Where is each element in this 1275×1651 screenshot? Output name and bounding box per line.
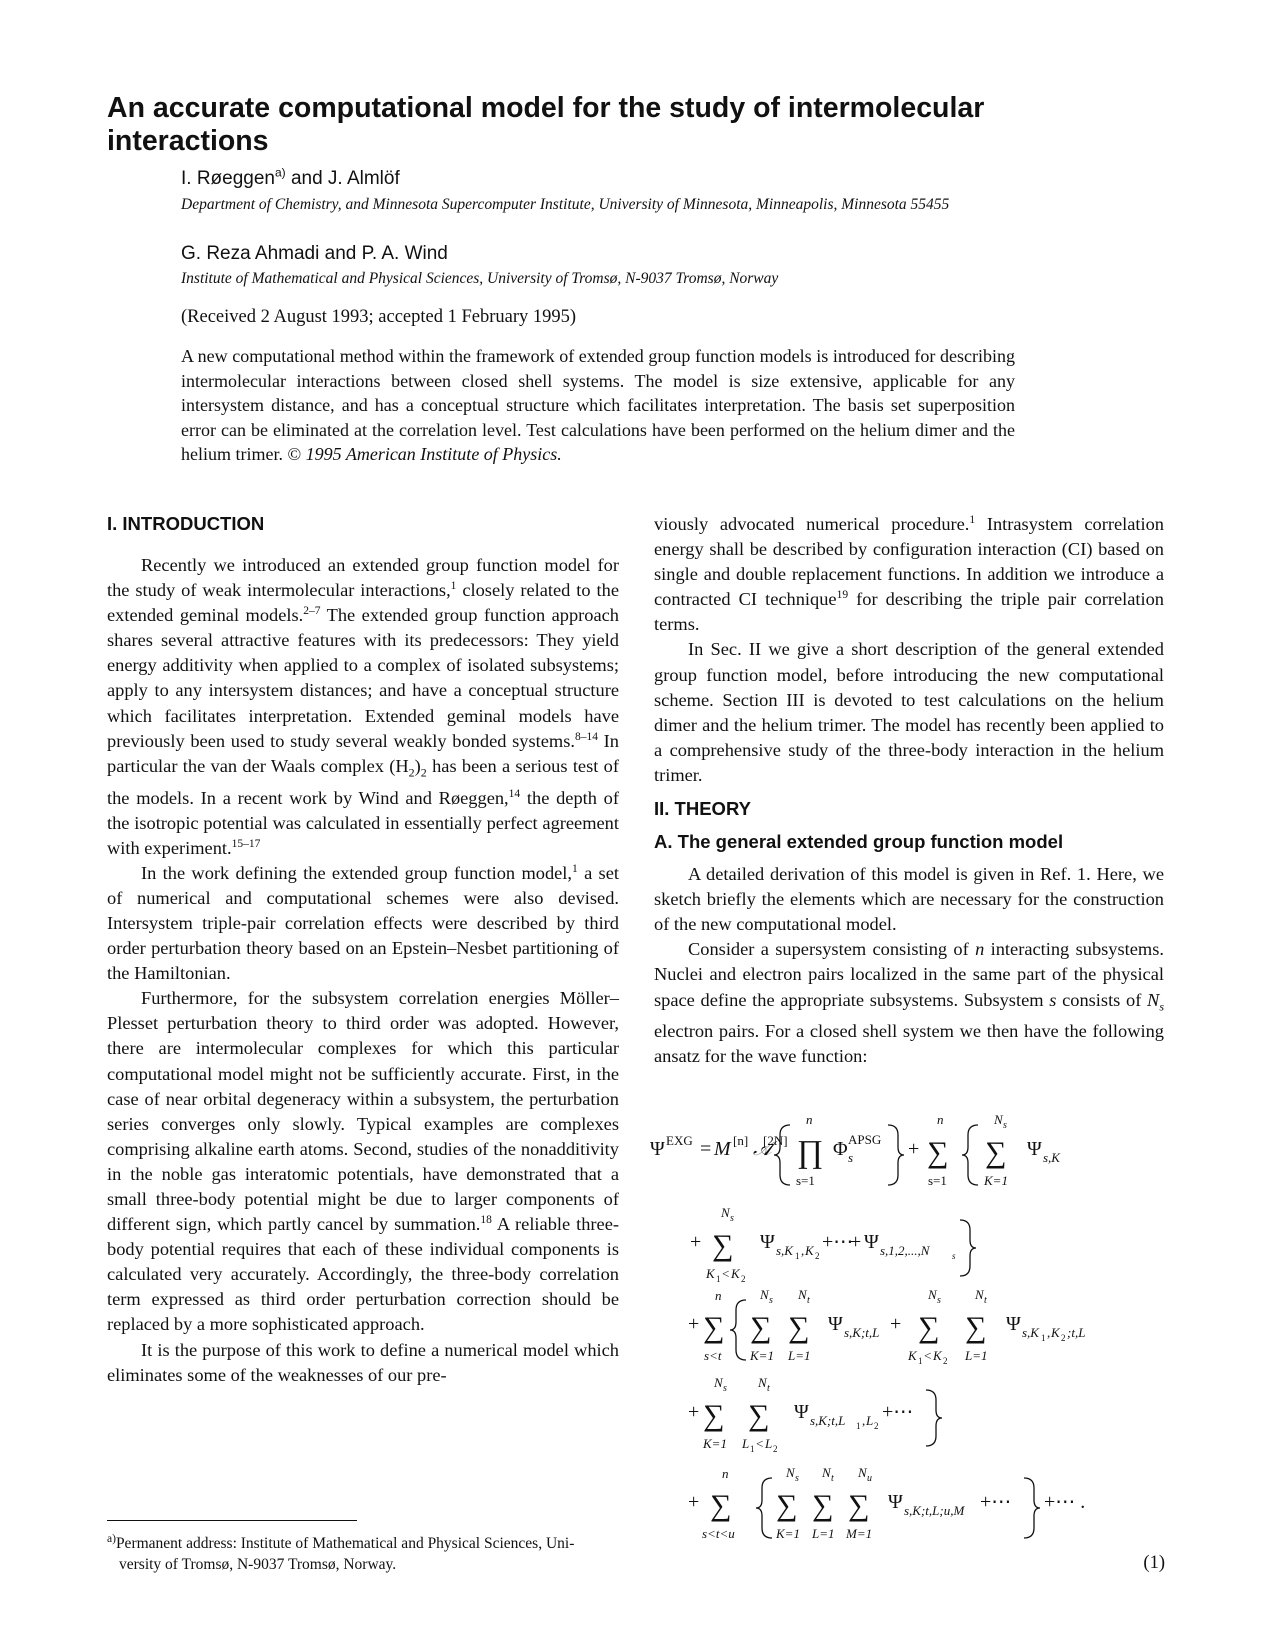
svg-text:<: < (924, 1348, 932, 1363)
svg-text:L=1: L=1 (965, 1348, 988, 1363)
svg-text:2: 2 (943, 1356, 948, 1366)
svg-text:s: s (730, 1213, 734, 1224)
svg-text:K=1: K=1 (750, 1348, 774, 1363)
svg-text:s,K;t,L;u,M: s,K;t,L;u,M (904, 1503, 965, 1518)
svg-text:+⋯: +⋯ (822, 1231, 854, 1253)
svg-text:s<t<u: s<t<u (702, 1526, 735, 1540)
svg-text:M: M (714, 1138, 731, 1160)
sum-symbol: ∑ (703, 1399, 725, 1432)
sum-symbol: ∑ (848, 1489, 870, 1522)
equation-line-5 (688, 1465, 1085, 1540)
svg-text:s: s (937, 1295, 941, 1306)
svg-text:L: L (742, 1436, 750, 1451)
svg-text:N: N (858, 1465, 867, 1480)
svg-text:K: K (805, 1243, 814, 1258)
svg-text:s<t: s<t (704, 1348, 722, 1363)
svg-text:+: + (688, 1491, 700, 1513)
svg-text:[2N]: [2N] (763, 1133, 788, 1148)
svg-text:s,K: s,K (776, 1243, 793, 1258)
svg-text:s,K: s,K (1043, 1150, 1060, 1165)
svg-text:L=1: L=1 (812, 1526, 835, 1540)
left-column (107, 512, 619, 1388)
footnote-line-2: versity of Tromsø, N-9037 Tromsø, Norway. (119, 1556, 397, 1573)
right-paragraph-1: viously advocated numerical procedure.$^1$ Intrasystem correlation energy shall be described by configuration interaction (CI) based on single and double replacement functions. In addition we introduce a contracted CI technique$^{19}$ for describing the triple pair correlation terms. (654, 513, 1164, 635)
svg-text:1: 1 (856, 1421, 861, 1431)
equation-line-1 (650, 1112, 1061, 1188)
svg-text:n: n (715, 1288, 722, 1303)
sum-symbol: ∑ (712, 1229, 734, 1262)
footnote-mark: a) (107, 1532, 116, 1545)
sum-symbol: ∑ (965, 1311, 987, 1344)
sum-symbol: ∑ (812, 1489, 834, 1522)
svg-text:Ψ: Ψ (828, 1313, 843, 1335)
section-heading-theory: II. THEORY (654, 798, 751, 820)
theory-paragraph-1: A detailed derivation of this model is given in Ref. 1. Here, we sketch briefly the elements which are necessary for the construction of the new computational model. (654, 864, 1164, 935)
svg-text:N: N (714, 1375, 723, 1390)
footnote (107, 1533, 619, 1575)
svg-text:K: K (908, 1348, 917, 1363)
svg-text:Ψ: Ψ (794, 1401, 809, 1423)
svg-text:K: K (1051, 1325, 1060, 1340)
equation-1 (650, 1100, 1170, 1540)
abstract-text: A new computational method within the framework of extended group function models is introduced for describing intermolecular interactions between closed shell systems. The model is size extensive, applicable for any intersystem distance, and has a conceptual structure which facilitates interpretation. The basis set superposition error can be eliminated at the correlation level. Test calculations have been performed on the helium dimer and the helium trimer. © (181, 346, 1015, 465)
svg-text:EXG: EXG (666, 1133, 693, 1148)
received-date: (Received 2 August 1993; accepted 1 February 1995) (181, 307, 577, 327)
right-brace (888, 1125, 904, 1185)
svg-text:K=1: K=1 (703, 1436, 727, 1451)
svg-text:[n]: [n] (733, 1133, 749, 1148)
svg-text:Ψ: Ψ (1027, 1138, 1042, 1160)
equation-line-4 (688, 1375, 942, 1454)
svg-text:K: K (706, 1266, 715, 1281)
svg-text:=: = (700, 1138, 712, 1160)
svg-text:s: s (848, 1150, 854, 1165)
abstract (181, 344, 1015, 467)
svg-text:Ψ: Ψ (864, 1231, 879, 1253)
svg-text:1: 1 (750, 1444, 755, 1454)
abstract-copyright: 1995 American Institute of Physics. (305, 444, 562, 465)
svg-text:+⋯: +⋯ (882, 1401, 914, 1423)
svg-text:s: s (723, 1383, 727, 1394)
svg-text:K=1: K=1 (776, 1526, 800, 1540)
svg-text:N: N (994, 1112, 1003, 1127)
product-symbol: ∏ (797, 1133, 824, 1169)
svg-text:+: + (890, 1313, 902, 1335)
svg-text:+: + (690, 1231, 702, 1253)
page-title: An accurate computational model for the study of intermolecular interactions (107, 92, 985, 157)
sum-symbol: ∑ (748, 1399, 770, 1432)
svg-text:,: , (1047, 1325, 1051, 1340)
svg-text:s,1,2,...,N: s,1,2,...,N (880, 1243, 930, 1258)
svg-text:Ψ: Ψ (888, 1491, 903, 1513)
svg-text:t: t (831, 1473, 834, 1484)
svg-text:n: n (937, 1112, 944, 1127)
svg-text:Ψ: Ψ (1006, 1313, 1021, 1335)
psi-exg: Ψ (650, 1138, 665, 1160)
svg-text:s,K: s,K (1022, 1325, 1039, 1340)
svg-text:t: t (807, 1295, 810, 1306)
intro-paragraph-2: In the work defining the extended group function model,$^1$ a set of numerical and computational schemes were also devised. Intersystem triple-pair correlation effects were described by third order perturbation theory based on an Epstein–Nesbet partitioning of the Hamiltonian. (107, 862, 619, 984)
svg-text:Ψ: Ψ (760, 1231, 775, 1253)
sum-symbol: ∑ (703, 1311, 725, 1344)
svg-text:M=1: M=1 (846, 1526, 873, 1540)
svg-text:L: L (866, 1413, 874, 1428)
footnote-line-1: Permanent address: Institute of Mathematical and Physical Sciences, Uni- (115, 1535, 575, 1552)
svg-text:2: 2 (741, 1274, 746, 1284)
svg-text:N: N (975, 1287, 984, 1302)
svg-text:t: t (767, 1383, 770, 1394)
svg-text:1: 1 (795, 1251, 800, 1261)
svg-text:s,K;t,L: s,K;t,L (810, 1413, 846, 1428)
svg-text:+⋯: +⋯ (980, 1491, 1012, 1513)
svg-text:;t,L: ;t,L (1067, 1325, 1086, 1340)
theory-paragraph-2: Consider a supersystem consisting of n interacting subsystems. Nuclei and electron pairs localized in the same part of the physical space define the appropriate subsystems. Subsystem s consists of $N_s$ electron pairs. For a closed shell system we then have the following ansatz for the wave function: (654, 939, 1164, 1067)
svg-text:Φ: Φ (833, 1138, 848, 1160)
svg-text:+: + (908, 1138, 920, 1160)
svg-text:1: 1 (1041, 1333, 1046, 1343)
sum-symbol: ∑ (788, 1311, 810, 1344)
svg-text:s: s (952, 1251, 956, 1261)
sum-symbol: ∑ (750, 1311, 772, 1344)
svg-text:N: N (760, 1287, 769, 1302)
right-paragraph-2: In Sec. II we give a short description of the general extended group function model, before introducing the new computational scheme. Section III is devoted to test calculations on the helium dimer and the helium trimer. The model has recently been applied to a comprehensive study of the three-body interaction in the helium trimer. (654, 639, 1164, 785)
svg-text:t: t (984, 1295, 987, 1306)
intro-paragraph-3: Furthermore, for the subsystem correlation energies Möller–Plesset perturbation theory to third order was adopted. However, there are intermolecular complexes for which this particular computational model might not be sufficiently accurate. First, in the case of near orbital degeneracy within a subsystem, the perturbation series converges only slowly. Typical examples are complexes comprising alkaline earth atoms. Second, studies of the nonadditivity in the noble gas interatomic potentials, have demonstrated that a small three-body potential might be due to larger components of different sign, which partly cancel by summation.$^{18}$ A reliable three-body potential requires that each of these individual components is calculated very accurately. Accordingly, the three-body correlation term expressed as third order perturbation correction should be replaced by a more sophisticated approach. (107, 988, 619, 1335)
svg-text:,: , (801, 1243, 805, 1258)
svg-text:+: + (850, 1231, 862, 1253)
equation-number: (1) (1143, 1553, 1165, 1573)
svg-text:K=1: K=1 (984, 1173, 1008, 1188)
svg-text:L: L (765, 1436, 773, 1451)
intro-paragraph-4: It is the purpose of this work to define a numerical model which eliminates some of the weaknesses of our pre- (107, 1339, 619, 1385)
equation-line-2 (690, 1205, 976, 1284)
svg-text:s: s (795, 1473, 799, 1484)
svg-text:s: s (769, 1295, 773, 1306)
svg-text:1: 1 (918, 1356, 923, 1366)
right-column (654, 512, 1164, 1069)
svg-text:N: N (798, 1287, 807, 1302)
svg-text:s,K;t,L: s,K;t,L (844, 1325, 880, 1340)
svg-text:K: K (731, 1266, 740, 1281)
svg-text:N: N (786, 1465, 795, 1480)
svg-text:L=1: L=1 (788, 1348, 811, 1363)
antisymmetrizer: 𝒜 (753, 1138, 772, 1160)
svg-text:,: , (862, 1413, 866, 1428)
sum-symbol: ∑ (985, 1136, 1007, 1169)
footnote-divider (107, 1520, 357, 1521)
author-line-2: G. Reza Ahmadi and P. A. Wind (181, 243, 448, 264)
authors-b: and J. Almlöf (285, 168, 400, 189)
sum-symbol: ∑ (710, 1489, 732, 1522)
svg-text:+: + (688, 1313, 700, 1335)
svg-text:s=1: s=1 (928, 1173, 947, 1188)
svg-text:s=1: s=1 (796, 1173, 815, 1188)
svg-text:2: 2 (874, 1421, 879, 1431)
svg-text:N: N (758, 1375, 767, 1390)
svg-text:<: < (756, 1436, 764, 1451)
svg-text:N: N (822, 1465, 831, 1480)
svg-text:1: 1 (716, 1274, 721, 1284)
svg-text:u: u (867, 1473, 872, 1484)
svg-text:+: + (688, 1401, 700, 1423)
svg-text:2: 2 (1061, 1333, 1066, 1343)
svg-text:2: 2 (815, 1251, 820, 1261)
subsection-heading-a: A. The general extended group function model (654, 831, 1064, 853)
svg-text:APSG: APSG (848, 1132, 882, 1147)
sum-symbol: ∑ (927, 1136, 949, 1169)
affiliation-1: Department of Chemistry, and Minnesota Supercomputer Institute, University of Minnesota, Minneapolis, Minnesota 55455 (181, 196, 950, 213)
intro-paragraph-1: Recently we introduced an extended group function model for the study of weak intermolecular interactions,$^1$ closely related to the extended geminal models.$^{2-7}$ The extended group function approach shares several attractive features with its predecessors: They yield energy additivity when applied to a complex of isolated subsystems; apply to any intersystem distances; and have a conceptual structure which facilitates interpretation. Extended geminal models have previously been used to study several weakly bonded systems.$^{8-14}$ In particular the van der Waals complex $(H_2)_2$ has been a serious test of the models. In a recent work by Wind and Røeggen,$^{14}$ the depth of the isotropic potential was calculated in essentially perfect agreement with experiment.$^{15-17}$ (107, 555, 620, 858)
author-line-1 (181, 165, 400, 190)
affiliation-2: Institute of Mathematical and Physical Sciences, University of Tromsø, N-9037 Tromsø, Norway (181, 270, 779, 287)
svg-text:<: < (722, 1266, 730, 1281)
authors-a: I. Røeggen (181, 168, 275, 189)
svg-text:K: K (933, 1348, 942, 1363)
svg-text:2: 2 (773, 1444, 778, 1454)
svg-text:N: N (721, 1205, 730, 1220)
section-heading-introduction: I. INTRODUCTION (107, 513, 265, 534)
svg-text:n: n (806, 1112, 813, 1127)
sum-symbol: ∑ (918, 1311, 940, 1344)
svg-text:N: N (928, 1287, 937, 1302)
equation-line-3 (688, 1287, 1085, 1366)
svg-text:s: s (1003, 1120, 1007, 1131)
svg-text:n: n (722, 1466, 729, 1481)
sum-symbol: ∑ (776, 1489, 798, 1522)
author-footnote-mark: a) (275, 165, 286, 180)
svg-text:+⋯ .: +⋯ . (1044, 1491, 1086, 1513)
